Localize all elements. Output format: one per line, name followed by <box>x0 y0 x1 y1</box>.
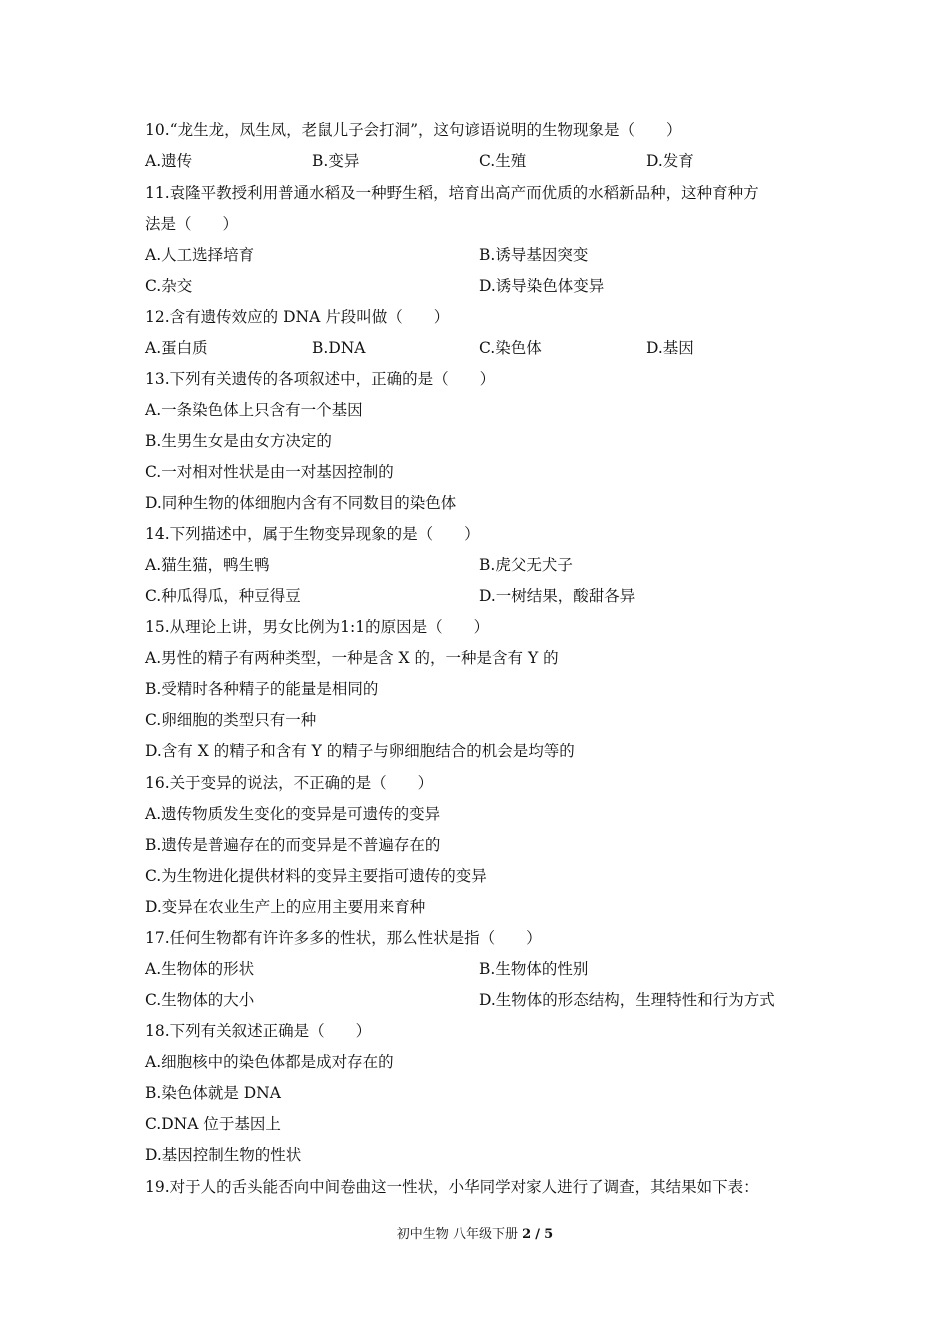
question-11-option-d: D.诱导染色体变异 <box>479 277 605 295</box>
question-13-option-c: C.一对相对性状是由一对基因控制的 <box>145 463 394 481</box>
page-footer <box>0 1226 950 1244</box>
question-11-stem-line-1: 11.袁隆平教授利用普通水稻及一种野生稻，培育出高产而优质的水稻新品种，这种育种方 <box>145 184 759 202</box>
question-18-option-d: D.基因控制生物的性状 <box>145 1146 302 1164</box>
question-14-option-d: D.一树结果，酸甜各异 <box>479 587 636 605</box>
question-13-option-d: D.同种生物的体细胞内含有不同数目的染色体 <box>145 494 457 512</box>
question-11-option-a: A.人工选择培育 <box>145 246 255 264</box>
question-15-option-c: C.卵细胞的类型只有一种 <box>145 711 317 729</box>
question-17-option-a: A.生物体的形状 <box>145 960 255 978</box>
question-10-option-a: A.遗传 <box>145 152 193 170</box>
question-17-stem: 17.任何生物都有许许多多的性状，那么性状是指（ ） <box>145 929 542 947</box>
question-13-option-a: A.一条染色体上只含有一个基因 <box>145 401 363 419</box>
footer-page-number: 2 <box>522 1227 532 1242</box>
question-17-option-b: B.生物体的性别 <box>479 960 589 978</box>
question-12-option-d: D.基因 <box>646 339 694 357</box>
question-10-option-c: C.生殖 <box>479 152 527 170</box>
question-17-option-c: C.生物体的大小 <box>145 991 255 1009</box>
question-18-option-c: C.DNA 位于基因上 <box>145 1115 281 1133</box>
question-12-option-c: C.染色体 <box>479 339 542 357</box>
question-11-option-c: C.杂交 <box>145 277 193 295</box>
question-16-option-b: B.遗传是普遍存在的而变异是不普遍存在的 <box>145 836 441 854</box>
question-18-option-b: B.染色体就是 DNA <box>145 1084 281 1102</box>
question-18-stem: 18.下列有关叙述正确是（ ） <box>145 1022 372 1040</box>
question-10-stem: 10.“龙生龙，凤生凤，老鼠儿子会打洞”，这句谚语说明的生物现象是（ ） <box>145 121 682 139</box>
footer-total-pages: 5 <box>544 1227 554 1242</box>
question-10-option-b: B.变异 <box>312 152 360 170</box>
question-16-option-a: A.遗传物质发生变化的变异是可遗传的变异 <box>145 805 441 823</box>
question-12-option-b: B.DNA <box>312 339 366 357</box>
question-12-stem: 12.含有遗传效应的 DNA 片段叫做（ ） <box>145 308 450 326</box>
question-15-stem: 15.从理论上讲，男女比例为1:1的原因是（ ） <box>145 618 490 636</box>
question-17-option-d: D.生物体的形态结构，生理特性和行为方式 <box>479 991 775 1009</box>
question-15-option-a: A.男性的精子有两种类型，一种是含 X 的，一种是含有 Y 的 <box>145 649 559 667</box>
question-16-option-d: D.变异在农业生产上的应用主要用来育种 <box>145 898 426 916</box>
question-14-stem: 14.下列描述中，属于生物变异现象的是（ ） <box>145 525 480 543</box>
question-19-stem: 19.对于人的舌头能否向中间卷曲这一性状，小华同学对家人进行了调查，其结果如下表： <box>145 1178 759 1196</box>
question-12-option-a: A.蛋白质 <box>145 339 208 357</box>
footer-grade: 八年级下册 <box>452 1227 518 1242</box>
footer-separator: / <box>535 1227 541 1242</box>
question-13-stem: 13.下列有关遗传的各项叙述中，正确的是（ ） <box>145 370 496 388</box>
question-14-option-b: B.虎父无犬子 <box>479 556 573 574</box>
question-13-option-b: B.生男生女是由女方决定的 <box>145 432 332 450</box>
question-10-option-d: D.发育 <box>646 152 694 170</box>
question-15-option-d: D.含有 X 的精子和含有 Y 的精子与卵细胞结合的机会是均等的 <box>145 742 575 760</box>
question-15-option-b: B.受精时各种精子的能量是相同的 <box>145 680 379 698</box>
question-11-stem-line-2: 法是（ ） <box>145 215 239 233</box>
question-16-option-c: C.为生物进化提供材料的变异主要指可遗传的变异 <box>145 867 487 885</box>
question-14-option-a: A.猫生猫，鸭生鸭 <box>145 556 270 574</box>
question-11-option-b: B.诱导基因突变 <box>479 246 589 264</box>
question-16-stem: 16.关于变异的说法，不正确的是（ ） <box>145 774 434 792</box>
question-18-option-a: A.细胞核中的染色体都是成对存在的 <box>145 1053 394 1071</box>
footer-subject: 初中生物 <box>396 1227 449 1242</box>
question-14-option-c: C.种瓜得瓜，种豆得豆 <box>145 587 301 605</box>
